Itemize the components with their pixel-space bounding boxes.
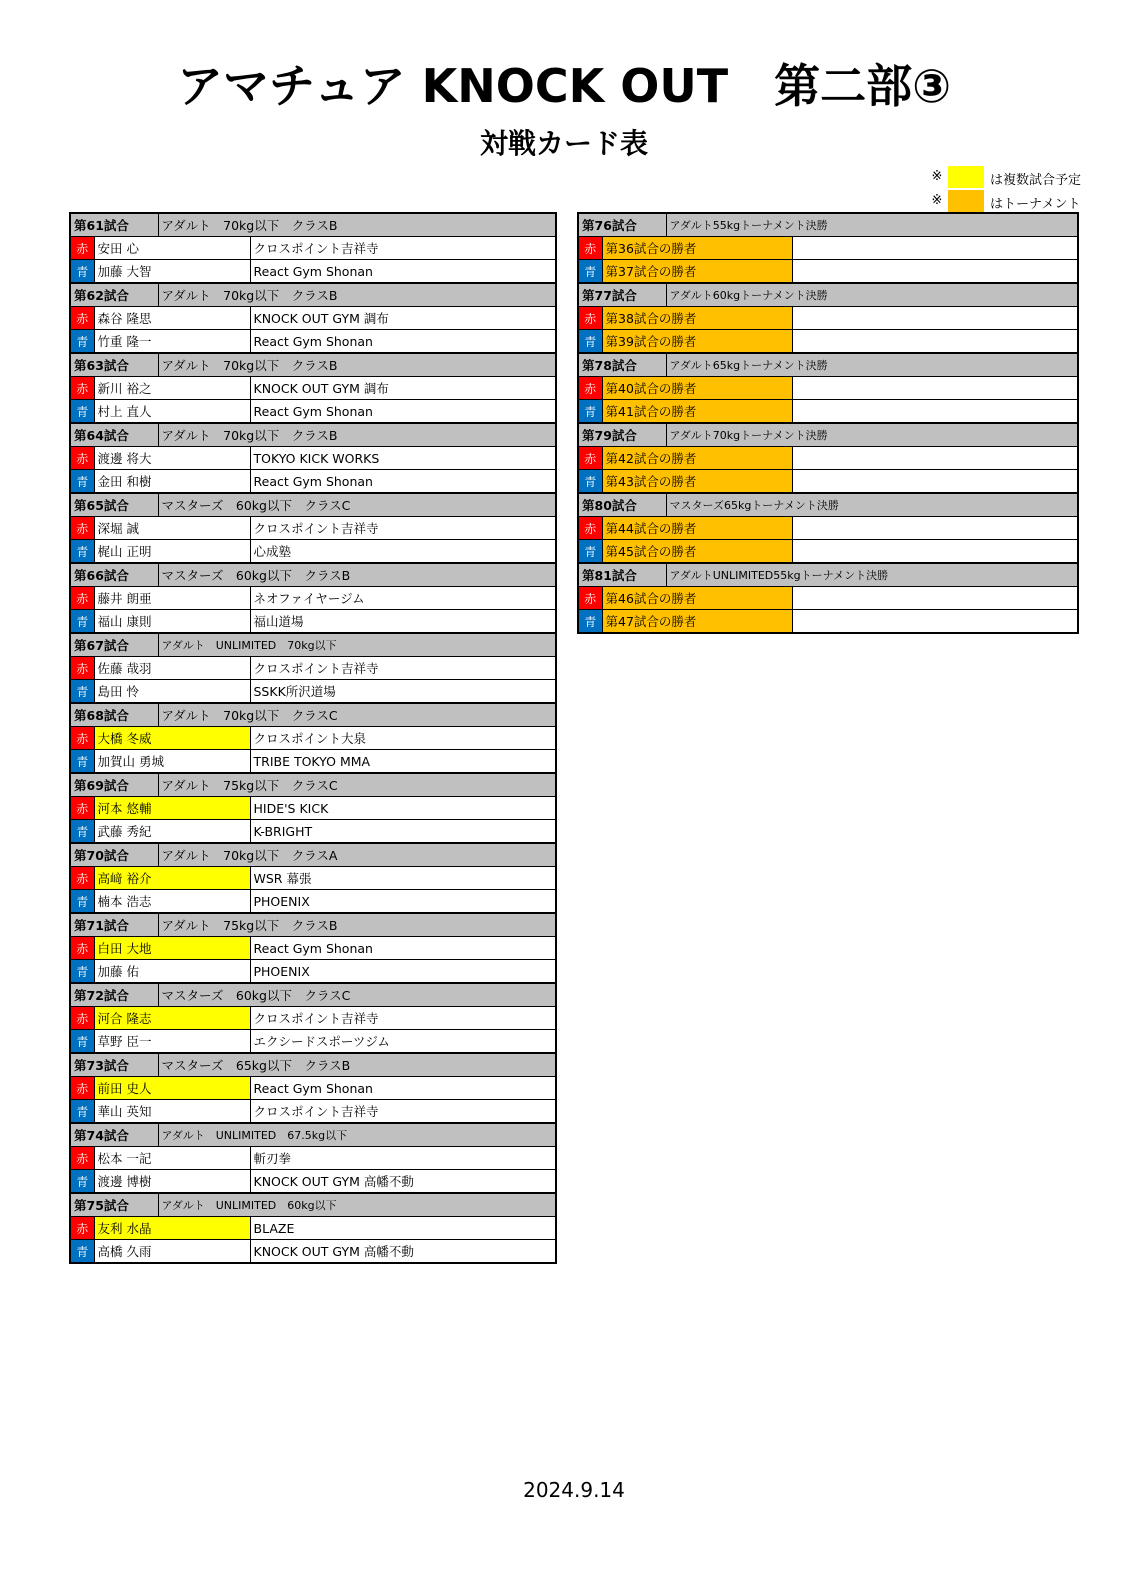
fighter-row-red: [70, 377, 556, 400]
match-class: アダルト 75kg以下 クラスB: [158, 913, 556, 937]
match-header-row: [578, 493, 1078, 517]
fighter-gym: クロスポイント大泉: [250, 727, 556, 750]
fighter-name: 渡邊 博樹: [94, 1170, 250, 1194]
fighter-name: 竹重 隆一: [94, 330, 250, 354]
fighter-name: 第37試合の勝者: [602, 260, 792, 284]
match-class: アダルト 70kg以下 クラスB: [158, 423, 556, 447]
match-number: 第72試合: [70, 983, 158, 1007]
corner-blue: 青: [578, 400, 602, 424]
corner-red: 赤: [578, 377, 602, 400]
fighter-row-red: [578, 587, 1078, 610]
corner-red: 赤: [70, 867, 94, 890]
corner-blue: 青: [70, 1170, 94, 1194]
fighter-row-blue: [578, 470, 1078, 494]
fighter-row-blue: [70, 330, 556, 354]
match-header-row: [70, 983, 556, 1007]
match-class: アダルト 70kg以下 クラスB: [158, 283, 556, 307]
match-class: アダルト70kgトーナメント決勝: [666, 423, 1078, 447]
fighter-row-red: [578, 517, 1078, 540]
match-class: アダルト UNLIMITED 67.5kg以下: [158, 1123, 556, 1147]
match-number: 第64試合: [70, 423, 158, 447]
fighter-gym: 斬刃拳: [250, 1147, 556, 1170]
fighter-name: 加賀山 勇城: [94, 750, 250, 774]
fighter-row-blue: [70, 260, 556, 284]
fighter-name: 第36試合の勝者: [602, 237, 792, 260]
fighter-gym: ネオファイヤージム: [250, 587, 556, 610]
fighter-gym: PHOENIX: [250, 960, 556, 984]
match-class: アダルトUNLIMITED55kgトーナメント決勝: [666, 563, 1078, 587]
corner-blue: 青: [578, 540, 602, 564]
match-header-row: [70, 633, 556, 657]
corner-blue: 青: [70, 470, 94, 494]
match-class: アダルト65kgトーナメント決勝: [666, 353, 1078, 377]
fighter-row-red: [70, 1147, 556, 1170]
fighter-name: 河本 悠輔: [94, 797, 250, 820]
fighter-gym: HIDE'S KICK: [250, 797, 556, 820]
fighter-row-red: [70, 447, 556, 470]
match-number: 第66試合: [70, 563, 158, 587]
fighter-gym: クロスポイント吉祥寺: [250, 1100, 556, 1124]
fighter-gym: React Gym Shonan: [250, 1077, 556, 1100]
fighter-row-blue: [70, 1240, 556, 1264]
corner-red: 赤: [70, 727, 94, 750]
event-date: 2024.9.14: [523, 1478, 625, 1502]
fighter-row-red: [70, 307, 556, 330]
corner-red: 赤: [70, 517, 94, 540]
corner-red: 赤: [70, 1077, 94, 1100]
match-header-row: [70, 913, 556, 937]
fighter-gym: [792, 400, 1078, 424]
corner-blue: 青: [578, 330, 602, 354]
fighter-row-red: [578, 307, 1078, 330]
corner-red: 赤: [70, 447, 94, 470]
fighter-name: 第44試合の勝者: [602, 517, 792, 540]
left-match-table: [69, 212, 557, 1264]
fighter-name: 白田 大地: [94, 937, 250, 960]
fighter-name: 加藤 大智: [94, 260, 250, 284]
match-class: アダルト55kgトーナメント決勝: [666, 213, 1078, 237]
fighter-row-blue: [70, 1170, 556, 1194]
match-header-row: [578, 283, 1078, 307]
match-number: 第73試合: [70, 1053, 158, 1077]
corner-red: 赤: [70, 797, 94, 820]
match-header-row: [578, 353, 1078, 377]
fighter-row-red: [70, 1007, 556, 1030]
legend-swatch-orange: [948, 190, 984, 212]
fighter-name: 大橋 冬威: [94, 727, 250, 750]
fighter-row-blue: [578, 610, 1078, 634]
fighter-row-red: [578, 237, 1078, 260]
fighter-row-red: [70, 517, 556, 540]
corner-blue: 青: [70, 260, 94, 284]
fighter-gym: KNOCK OUT GYM 高幡不動: [250, 1240, 556, 1264]
match-header-row: [70, 423, 556, 447]
match-header-row: [578, 423, 1078, 447]
match-number: 第79試合: [578, 423, 666, 447]
match-number: 第77試合: [578, 283, 666, 307]
corner-blue: 青: [70, 680, 94, 704]
match-header-row: [578, 213, 1078, 237]
corner-red: 赤: [70, 587, 94, 610]
corner-blue: 青: [578, 260, 602, 284]
fighter-row-red: [70, 867, 556, 890]
fighter-row-red: [70, 1077, 556, 1100]
fighter-name: 安田 心: [94, 237, 250, 260]
fighter-gym: クロスポイント吉祥寺: [250, 1007, 556, 1030]
corner-blue: 青: [578, 470, 602, 494]
match-header-row: [70, 353, 556, 377]
fighter-name: 深堀 誠: [94, 517, 250, 540]
fighter-gym: WSR 幕張: [250, 867, 556, 890]
corner-blue: 青: [70, 1030, 94, 1054]
match-header-row: [70, 1123, 556, 1147]
fighter-row-red: [70, 657, 556, 680]
match-number: 第63試合: [70, 353, 158, 377]
fighter-name: 第45試合の勝者: [602, 540, 792, 564]
match-class: アダルト UNLIMITED 60kg以下: [158, 1193, 556, 1217]
fighter-name: 第40試合の勝者: [602, 377, 792, 400]
match-class: アダルト 70kg以下 クラスB: [158, 213, 556, 237]
corner-blue: 青: [70, 960, 94, 984]
page-title: アマチュア KNOCK OUT 第二部③: [176, 59, 952, 113]
match-number: 第76試合: [578, 213, 666, 237]
corner-blue: 青: [70, 540, 94, 564]
match-number: 第74試合: [70, 1123, 158, 1147]
corner-blue: 青: [70, 820, 94, 844]
fighter-row-red: [70, 237, 556, 260]
fighter-name: 武藤 秀紀: [94, 820, 250, 844]
fighter-row-red: [70, 587, 556, 610]
match-number: 第80試合: [578, 493, 666, 517]
fighter-row-blue: [578, 540, 1078, 564]
fighter-name: 第39試合の勝者: [602, 330, 792, 354]
corner-blue: 青: [70, 1100, 94, 1124]
corner-blue: 青: [70, 610, 94, 634]
fighter-gym: [792, 540, 1078, 564]
legend-multi: [930, 166, 1100, 188]
fighter-name: 草野 臣一: [94, 1030, 250, 1054]
fighter-gym: TOKYO KICK WORKS: [250, 447, 556, 470]
fighter-gym: 福山道場: [250, 610, 556, 634]
fighter-name: 佐藤 哉羽: [94, 657, 250, 680]
match-class: アダルト UNLIMITED 70kg以下: [158, 633, 556, 657]
fighter-name: 渡邊 将大: [94, 447, 250, 470]
fighter-row-red: [578, 377, 1078, 400]
corner-red: 赤: [578, 447, 602, 470]
match-class: マスターズ 60kg以下 クラスC: [158, 983, 556, 1007]
fighter-name: 福山 康則: [94, 610, 250, 634]
fighter-name: 新川 裕之: [94, 377, 250, 400]
fighter-name: 加藤 佑: [94, 960, 250, 984]
corner-red: 赤: [578, 307, 602, 330]
fighter-row-blue: [70, 890, 556, 914]
fighter-row-red: [70, 937, 556, 960]
match-header-row: [70, 563, 556, 587]
fighter-row-red: [70, 1217, 556, 1240]
corner-red: 赤: [578, 587, 602, 610]
fighter-row-blue: [578, 400, 1078, 424]
fighter-name: 第42試合の勝者: [602, 447, 792, 470]
match-number: 第67試合: [70, 633, 158, 657]
fighter-gym: React Gym Shonan: [250, 937, 556, 960]
corner-red: 赤: [70, 937, 94, 960]
fighter-name: 第38試合の勝者: [602, 307, 792, 330]
legend-mark: ※: [931, 193, 943, 208]
fighter-row-red: [578, 447, 1078, 470]
match-class: アダルト60kgトーナメント決勝: [666, 283, 1078, 307]
match-header-row: [70, 1193, 556, 1217]
corner-red: 赤: [578, 517, 602, 540]
fighter-name: 金田 和樹: [94, 470, 250, 494]
corner-red: 赤: [70, 1217, 94, 1240]
legend-tournament: [930, 190, 1100, 212]
match-number: 第71試合: [70, 913, 158, 937]
fighter-row-blue: [70, 470, 556, 494]
match-header-row: [578, 563, 1078, 587]
fighter-name: 楠本 浩志: [94, 890, 250, 914]
fighter-name: 第41試合の勝者: [602, 400, 792, 424]
match-header-row: [70, 843, 556, 867]
fighter-name: 松本 一記: [94, 1147, 250, 1170]
fighter-gym: [792, 470, 1078, 494]
page-subtitle: 対戦カード表: [479, 127, 648, 160]
fighter-row-blue: [70, 1030, 556, 1054]
corner-blue: 青: [70, 330, 94, 354]
match-number: 第65試合: [70, 493, 158, 517]
fighter-name: 第47試合の勝者: [602, 610, 792, 634]
fighter-row-red: [70, 727, 556, 750]
fighter-gym: TRIBE TOKYO MMA: [250, 750, 556, 774]
match-number: 第78試合: [578, 353, 666, 377]
match-header-row: [70, 703, 556, 727]
corner-red: 赤: [70, 657, 94, 680]
fighter-gym: [792, 447, 1078, 470]
fighter-row-blue: [70, 680, 556, 704]
match-class: アダルト 70kg以下 クラスB: [158, 353, 556, 377]
fighter-gym: KNOCK OUT GYM 調布: [250, 377, 556, 400]
right-match-table: [577, 212, 1079, 634]
fighter-gym: 心成塾: [250, 540, 556, 564]
corner-red: 赤: [578, 237, 602, 260]
fighter-row-blue: [578, 260, 1078, 284]
match-class: アダルト 70kg以下 クラスC: [158, 703, 556, 727]
match-header-row: [70, 1053, 556, 1077]
fighter-gym: BLAZE: [250, 1217, 556, 1240]
fighter-gym: K-BRIGHT: [250, 820, 556, 844]
fighter-gym: [792, 517, 1078, 540]
fighter-gym: [792, 377, 1078, 400]
fighter-gym: エクシードスポーツジム: [250, 1030, 556, 1054]
fighter-gym: KNOCK OUT GYM 調布: [250, 307, 556, 330]
legend-text: はトーナメント: [990, 197, 1081, 212]
fighter-name: 友利 水晶: [94, 1217, 250, 1240]
match-header-row: [70, 493, 556, 517]
match-class: アダルト 70kg以下 クラスA: [158, 843, 556, 867]
fighter-row-blue: [70, 1100, 556, 1124]
corner-red: 赤: [70, 1147, 94, 1170]
fighter-gym: クロスポイント吉祥寺: [250, 657, 556, 680]
match-number: 第62試合: [70, 283, 158, 307]
corner-blue: 青: [70, 1240, 94, 1264]
match-header-row: [70, 283, 556, 307]
corner-red: 赤: [70, 377, 94, 400]
match-class: マスターズ 60kg以下 クラスC: [158, 493, 556, 517]
fighter-gym: React Gym Shonan: [250, 260, 556, 284]
corner-red: 赤: [70, 237, 94, 260]
fighter-row-blue: [70, 750, 556, 774]
fighter-row-blue: [578, 330, 1078, 354]
fighter-name: 高﨑 裕介: [94, 867, 250, 890]
fighter-row-blue: [70, 540, 556, 564]
fighter-row-red: [70, 797, 556, 820]
match-number: 第61試合: [70, 213, 158, 237]
fighter-row-blue: [70, 400, 556, 424]
fighter-name: 第46試合の勝者: [602, 587, 792, 610]
fighter-gym: SSKK所沢道場: [250, 680, 556, 704]
fighter-name: 島田 怜: [94, 680, 250, 704]
match-class: マスターズ 60kg以下 クラスB: [158, 563, 556, 587]
match-class: マスターズ 65kg以下 クラスB: [158, 1053, 556, 1077]
legend-mark: ※: [931, 169, 943, 184]
fighter-name: 藤井 朗亜: [94, 587, 250, 610]
fighter-name: 村上 直人: [94, 400, 250, 424]
fighter-gym: [792, 587, 1078, 610]
corner-blue: 青: [70, 400, 94, 424]
fighter-name: 華山 英知: [94, 1100, 250, 1124]
fighter-gym: クロスポイント吉祥寺: [250, 517, 556, 540]
fighter-gym: PHOENIX: [250, 890, 556, 914]
fighter-gym: [792, 307, 1078, 330]
fighter-name: 河合 隆志: [94, 1007, 250, 1030]
corner-red: 赤: [70, 1007, 94, 1030]
match-class: マスターズ65kgトーナメント決勝: [666, 493, 1078, 517]
fighter-gym: クロスポイント吉祥寺: [250, 237, 556, 260]
match-header-row: [70, 773, 556, 797]
legend-swatch-yellow: [948, 166, 984, 188]
fighter-gym: [792, 237, 1078, 260]
match-number: 第69試合: [70, 773, 158, 797]
fighter-row-blue: [70, 820, 556, 844]
match-number: 第70試合: [70, 843, 158, 867]
corner-blue: 青: [70, 890, 94, 914]
fighter-gym: KNOCK OUT GYM 高幡不動: [250, 1170, 556, 1194]
fighter-name: 森谷 隆思: [94, 307, 250, 330]
match-number: 第75試合: [70, 1193, 158, 1217]
fighter-name: 前田 史人: [94, 1077, 250, 1100]
fighter-gym: React Gym Shonan: [250, 400, 556, 424]
fighter-gym: React Gym Shonan: [250, 330, 556, 354]
fighter-gym: [792, 330, 1078, 354]
match-number: 第81試合: [578, 563, 666, 587]
match-class: アダルト 75kg以下 クラスC: [158, 773, 556, 797]
fighter-row-blue: [70, 960, 556, 984]
fighter-name: 第43試合の勝者: [602, 470, 792, 494]
corner-blue: 青: [70, 750, 94, 774]
fighter-gym: [792, 260, 1078, 284]
match-number: 第68試合: [70, 703, 158, 727]
match-header-row: [70, 213, 556, 237]
fighter-gym: [792, 610, 1078, 634]
fighter-name: 高橋 久雨: [94, 1240, 250, 1264]
fighter-row-blue: [70, 610, 556, 634]
fighter-name: 梶山 正明: [94, 540, 250, 564]
legend-text: は複数試合予定: [990, 173, 1082, 188]
corner-blue: 青: [578, 610, 602, 634]
corner-red: 赤: [70, 307, 94, 330]
fighter-gym: React Gym Shonan: [250, 470, 556, 494]
